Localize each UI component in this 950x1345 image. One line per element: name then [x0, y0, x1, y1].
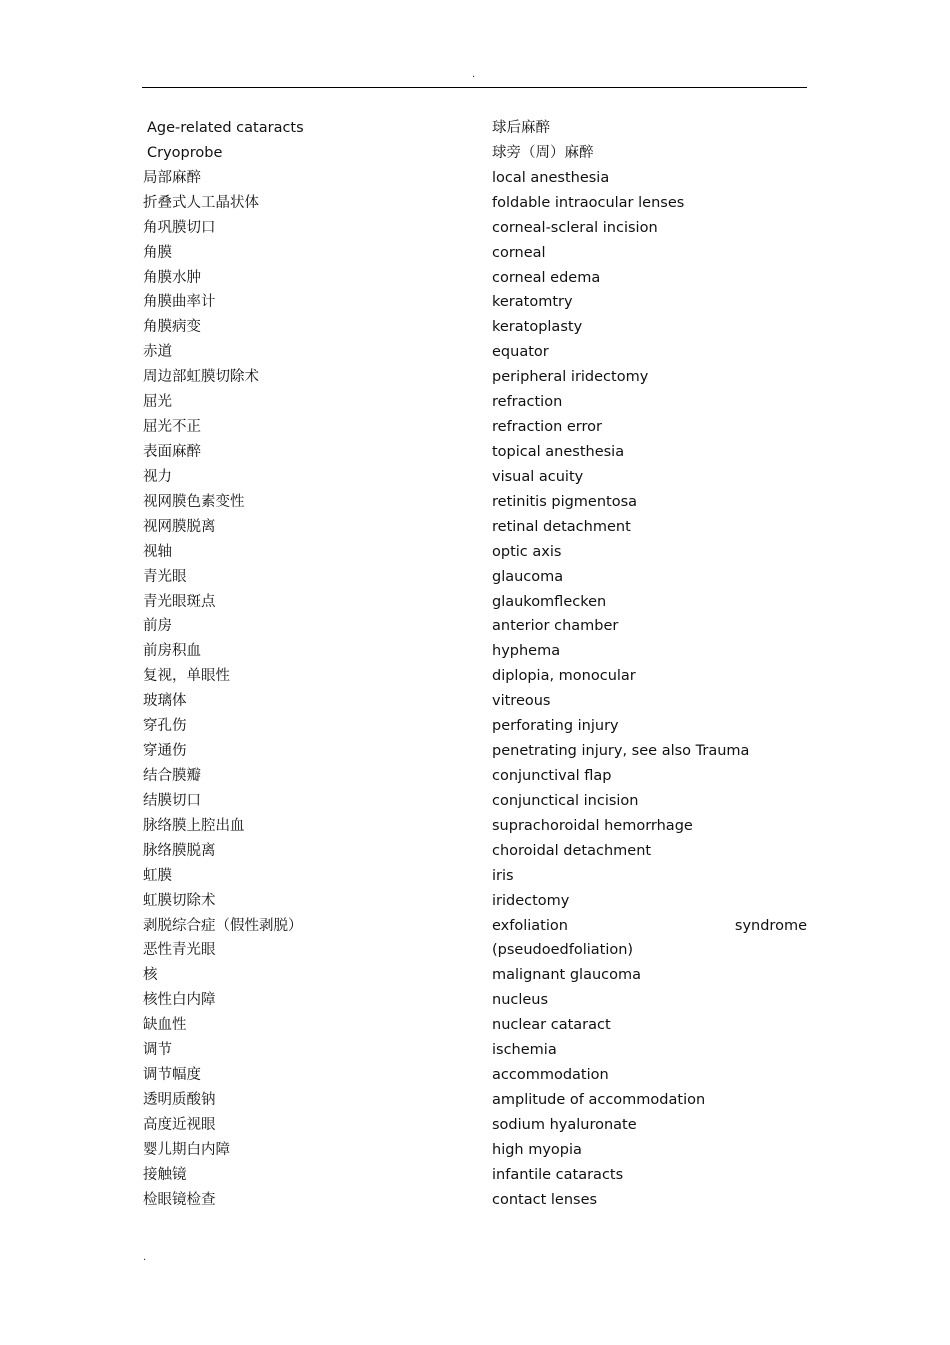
glossary-row: [143, 1088, 807, 1113]
term-right: conjunctival flap: [492, 767, 612, 784]
term-left: 角巩膜切口: [143, 219, 216, 236]
term-left: 缺血性: [143, 1017, 187, 1034]
glossary-row: [143, 166, 807, 191]
term-right: 球旁（周）麻醉: [492, 144, 594, 161]
term-right: glaucoma: [492, 568, 564, 585]
term-right: retinal detachment: [492, 518, 631, 535]
glossary-row: [143, 290, 807, 315]
term-left: 脉络膜上腔出血: [143, 817, 245, 834]
term-left: 恶性青光眼: [143, 942, 216, 959]
glossary-row: [143, 1063, 807, 1088]
term-left: 角膜水肿: [143, 269, 201, 286]
term-right: keratomtry: [492, 294, 573, 311]
term-left: 高度近视眼: [143, 1116, 216, 1133]
term-right: glaukomflecken: [492, 593, 607, 610]
glossary-row: [143, 565, 807, 590]
glossary-row: [143, 714, 807, 739]
term-right: infantile cataracts: [492, 1166, 624, 1183]
term-right: suprachoroidal hemorrhage: [492, 817, 693, 834]
glossary-row: [143, 639, 807, 664]
term-right: refraction error: [492, 419, 602, 436]
term-right: refraction: [492, 394, 563, 411]
term-right: amplitude of accommodation: [492, 1091, 706, 1108]
term-right: (pseudoedfoliation): [492, 942, 634, 959]
glossary-row: [143, 340, 807, 365]
glossary-row: [143, 465, 807, 490]
term-right: malignant glaucoma: [492, 967, 641, 984]
term-right: keratoplasty: [492, 319, 583, 336]
term-right: topical anesthesia: [492, 443, 625, 460]
term-right: penetrating injury, see also Trauma: [492, 743, 750, 760]
glossary-row: [143, 191, 807, 216]
glossary-row: [143, 365, 807, 390]
term-left: 视网膜色素变性: [143, 493, 245, 510]
glossary-row: [143, 938, 807, 963]
term-right: visual acuity: [492, 468, 584, 485]
term-right: choroidal detachment: [492, 842, 652, 859]
term-right: nucleus: [492, 992, 549, 1009]
term-left: 赤道: [143, 344, 172, 361]
glossary-row: [143, 1163, 807, 1188]
glossary-row: [143, 1138, 807, 1163]
term-right: conjunctical incision: [492, 792, 639, 809]
glossary-row: [143, 1038, 807, 1063]
term-left: 脉络膜脱离: [143, 842, 216, 859]
term-left: 周边部虹膜切除术: [143, 369, 259, 386]
glossary-row: [143, 664, 807, 689]
term-left: 虹膜: [143, 867, 172, 884]
term-left: 婴儿期白内障: [143, 1141, 230, 1158]
glossary-row: [143, 689, 807, 714]
term-right: sodium hyaluronate: [492, 1116, 637, 1133]
glossary-row: [143, 216, 807, 241]
glossary-row: [143, 490, 807, 515]
glossary-row: [143, 1188, 807, 1213]
glossary-row: [143, 988, 807, 1013]
term-right: local anesthesia: [492, 169, 610, 186]
term-left: 检眼镜检查: [143, 1191, 216, 1208]
glossary-table: [143, 116, 807, 1213]
term-right: exfoliation: [492, 917, 568, 934]
term-left: 角膜病变: [143, 319, 201, 336]
term-right: anterior chamber: [492, 618, 619, 635]
glossary-row: [143, 789, 807, 814]
glossary-row: [143, 540, 807, 565]
term-right: contact lenses: [492, 1191, 598, 1208]
term-left: 调节幅度: [143, 1067, 201, 1084]
term-right: nuclear cataract: [492, 1017, 611, 1034]
glossary-row: [143, 914, 807, 939]
glossary-row: [143, 739, 807, 764]
term-left: 角膜: [143, 244, 172, 261]
term-right-continued: syndrome: [734, 917, 807, 934]
term-right: hyphema: [492, 643, 561, 660]
term-right: corneal edema: [492, 269, 601, 286]
term-right: iridectomy: [492, 892, 570, 909]
glossary-row: [143, 764, 807, 789]
glossary-row: [143, 963, 807, 988]
glossary-row: [143, 266, 807, 291]
header-rule: [142, 87, 807, 88]
term-right: retinitis pigmentosa: [492, 493, 638, 510]
term-right: peripheral iridectomy: [492, 369, 649, 386]
term-right: foldable intraocular lenses: [492, 194, 685, 211]
glossary-row: [143, 440, 807, 465]
glossary-row: [143, 415, 807, 440]
term-left: 核性白内障: [143, 992, 216, 1009]
term-left: Age-related cataracts: [147, 120, 304, 136]
term-right: iris: [492, 867, 514, 884]
term-left: 剥脱综合症（假性剥脱）: [143, 917, 303, 934]
glossary-row: [143, 390, 807, 415]
term-left: Cryoprobe: [147, 144, 223, 161]
glossary-row: [143, 141, 807, 166]
term-right: corneal: [492, 244, 546, 261]
term-left: 复视，单眼性: [143, 668, 230, 685]
term-right: vitreous: [492, 693, 551, 710]
term-right: high myopia: [492, 1141, 582, 1158]
term-left: 穿通伤: [143, 743, 187, 760]
term-left: 核: [143, 967, 158, 984]
term-left: 局部麻醉: [143, 169, 201, 186]
glossary-row: [143, 864, 807, 889]
term-right: 球后麻醉: [492, 120, 550, 136]
header-mark: .: [472, 69, 476, 80]
glossary-row: [143, 614, 807, 639]
term-left: 透明质酸钠: [143, 1091, 216, 1108]
term-left: 角膜曲率计: [143, 294, 216, 311]
term-right: perforating injury: [492, 718, 619, 735]
term-left: 屈光: [143, 394, 172, 411]
term-left: 视网膜脱离: [143, 518, 216, 535]
term-left: 视力: [143, 468, 172, 485]
term-left: 屈光不正: [143, 419, 201, 436]
term-right: accommodation: [492, 1067, 609, 1084]
term-right: diplopia, monocular: [492, 668, 636, 685]
term-left: 结膜切口: [143, 792, 201, 809]
glossary-row: [143, 241, 807, 266]
term-left: 穿孔伤: [143, 718, 187, 735]
glossary-row: [143, 515, 807, 540]
term-left: 玻璃体: [143, 693, 187, 710]
term-left: 折叠式人工晶状体: [143, 194, 259, 211]
term-left: 接触镜: [143, 1166, 187, 1183]
term-left: 青光眼斑点: [143, 593, 216, 610]
footer-mark: .: [143, 1252, 147, 1263]
term-left: 前房积血: [143, 643, 201, 660]
term-left: 表面麻醉: [143, 443, 201, 460]
term-left: 视轴: [143, 543, 172, 560]
term-left: 虹膜切除术: [143, 892, 216, 909]
term-left: 调节: [143, 1042, 172, 1059]
glossary-row: [143, 116, 807, 141]
term-left: 青光眼: [143, 568, 187, 585]
term-right: corneal-scleral incision: [492, 219, 658, 236]
glossary-row: [143, 814, 807, 839]
glossary-row: [143, 315, 807, 340]
glossary-row: [143, 889, 807, 914]
glossary-row: [143, 1013, 807, 1038]
term-left: 前房: [143, 618, 172, 635]
glossary-row: [143, 839, 807, 864]
glossary-row: [143, 590, 807, 615]
term-right: equator: [492, 344, 549, 361]
term-right: ischemia: [492, 1042, 557, 1059]
glossary-row: [143, 1113, 807, 1138]
term-right: optic axis: [492, 543, 562, 560]
term-left: 结合膜瓣: [143, 767, 201, 784]
